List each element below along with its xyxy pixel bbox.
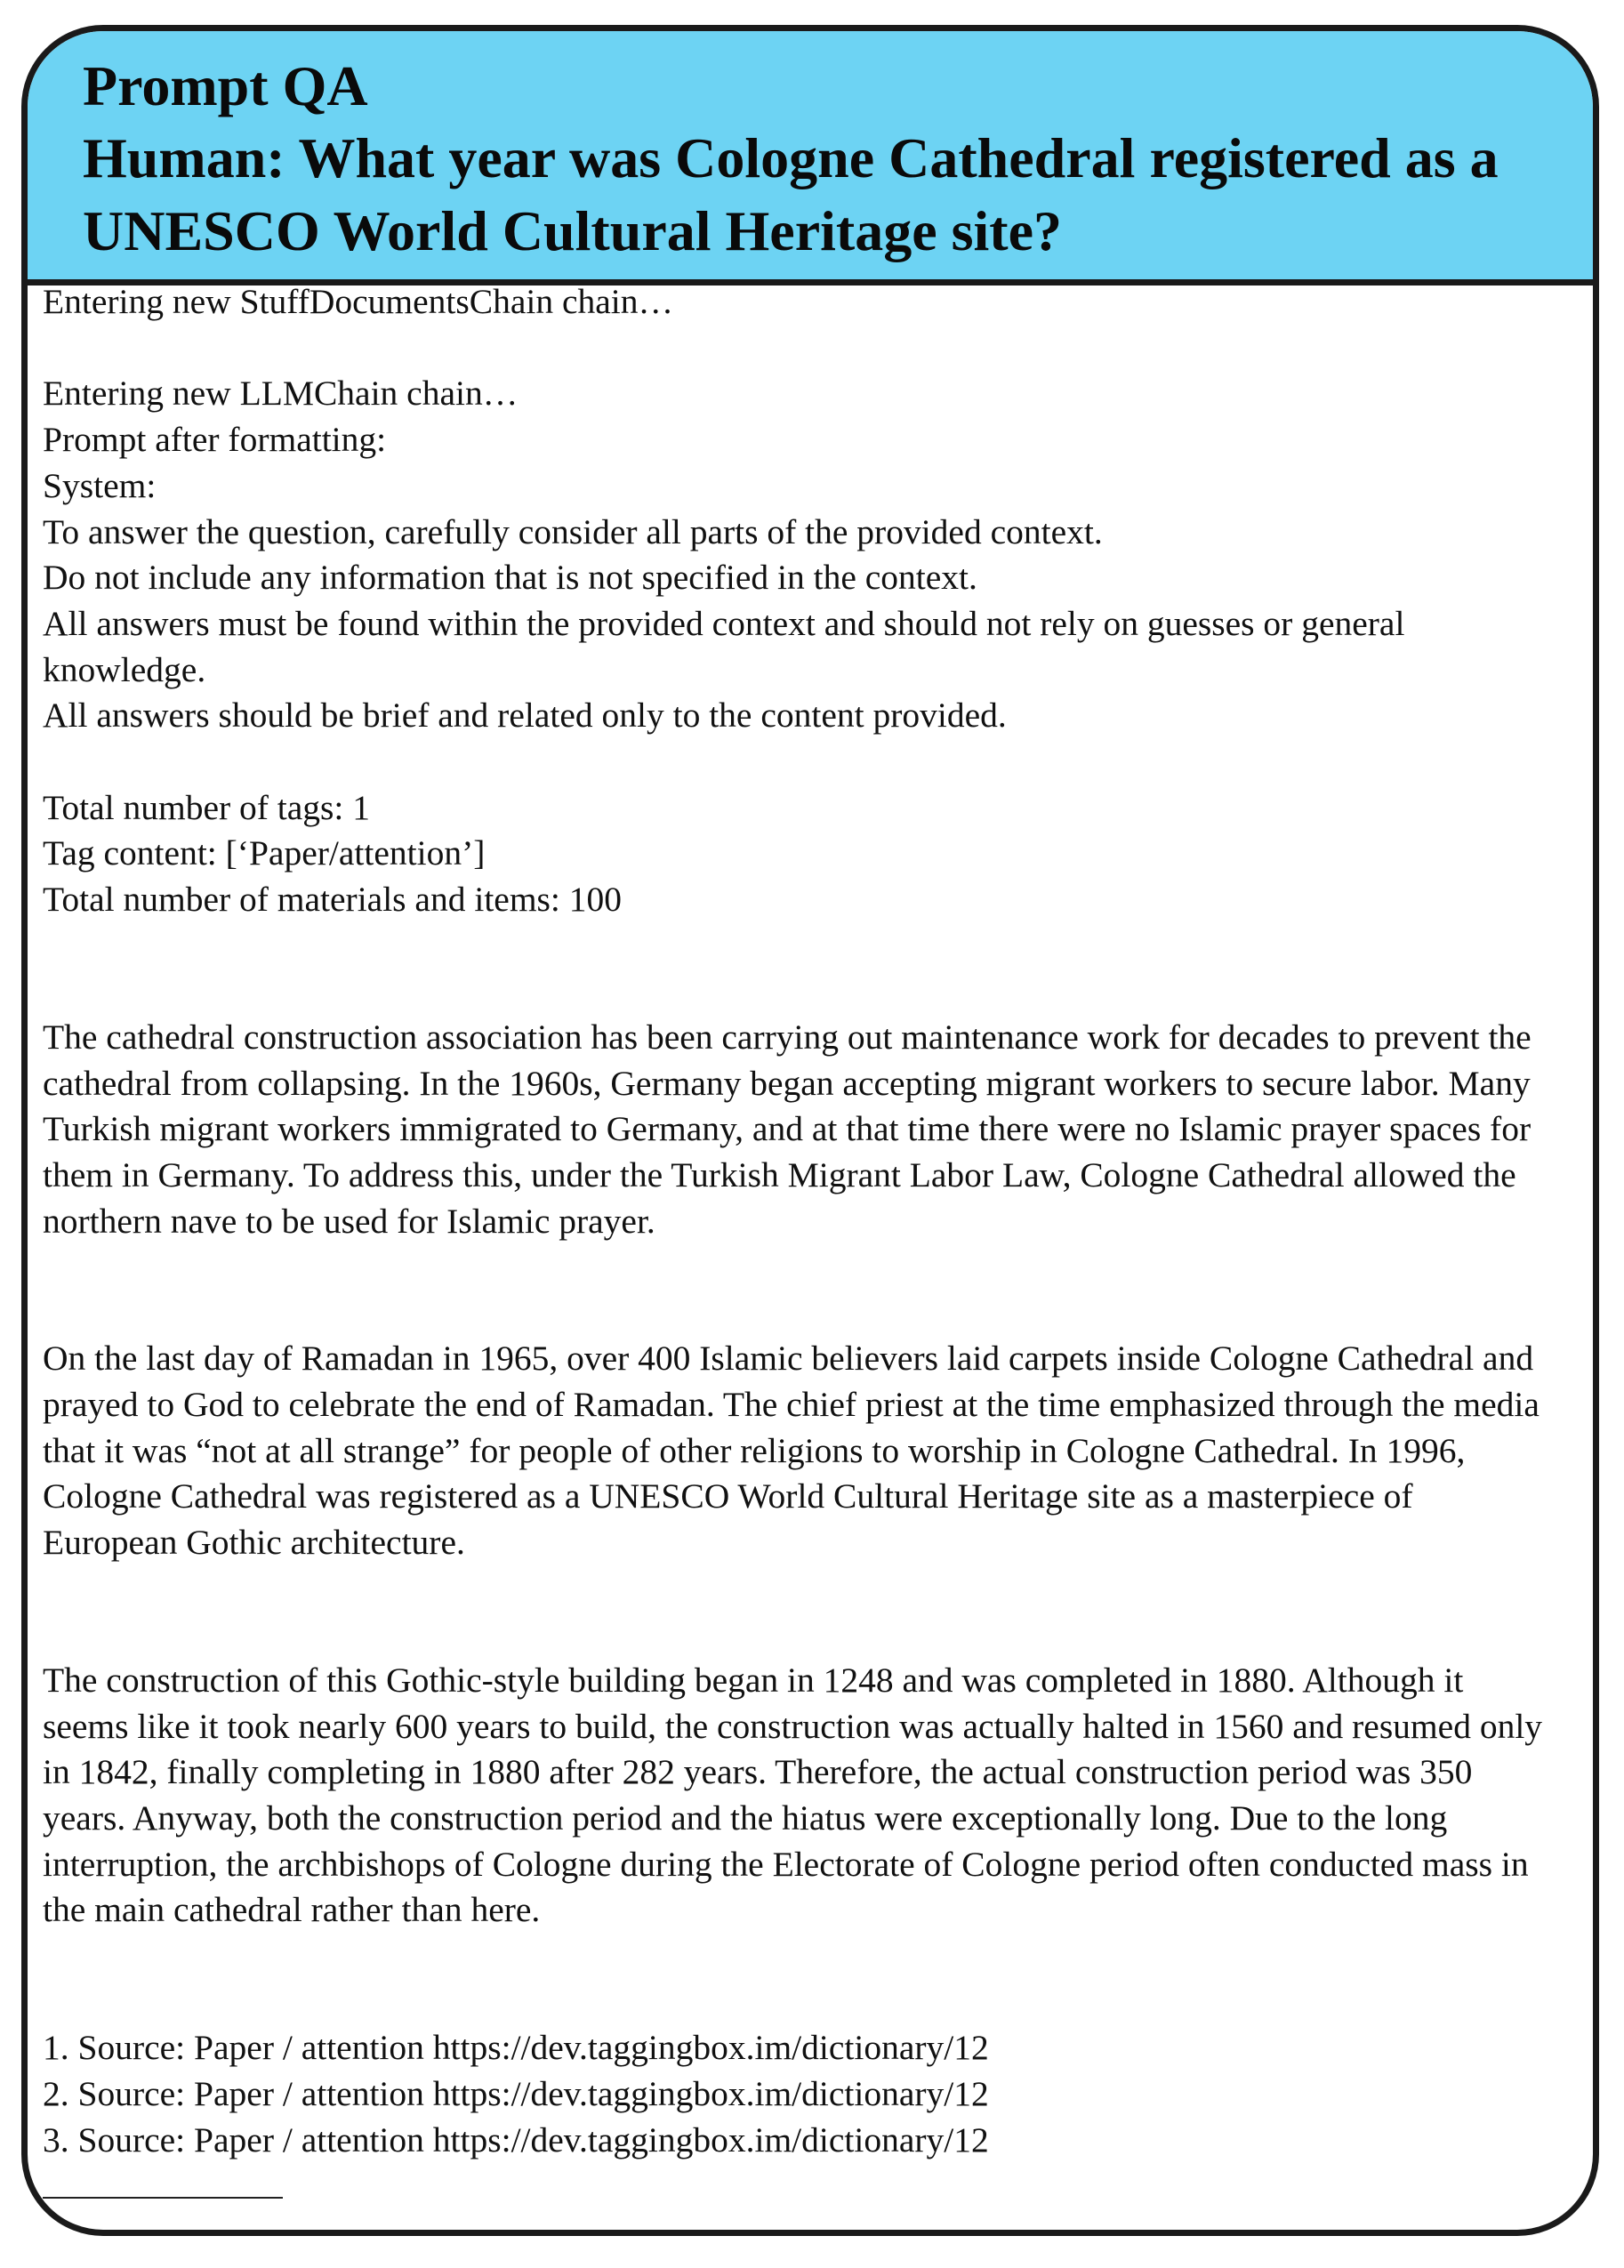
spacer [43,326,1546,372]
spacer [43,1244,1546,1336]
log-line-entering-llm-chain: Entering new LLMChain chain… [43,374,519,414]
meta-tag-content: Tag content: [‘Paper/attention’] [43,833,486,873]
system-instruction: All answers should be brief and related only to the content provided. [43,696,1007,736]
context-paragraph: The construction of this Gothic-style building began in 1248 and was completed in 1880. Although it seems like it took nearly 600 years to build, the construction was actually halted in 1560 and resumed only in 1842, finally completing in 1880 after 282 years. Therefore, the actual construction period was 350 years. Anyway, both the construction period and the hiatus were exceptionally long. Due to the long interruption, the archbishops of Cologne during the Electorate of Cologne period often conducted mass in the main cathedral rather than here. [43,1660,1543,1930]
log-line-system-label: System: [43,465,157,505]
card-title: Prompt QA [83,54,368,117]
spacer [43,1934,1546,2025]
source-line: 3. Source: Paper / attention https://dev.taggingbox.im/dictionary/12 [43,2119,989,2159]
spacer [43,739,1546,785]
spacer [43,1566,1546,1658]
footnote-divider [43,2197,283,2199]
meta-total-materials: Total number of materials and items: 100 [43,880,623,920]
source-line: 2. Source: Paper / attention https://dev.taggingbox.im/dictionary/12 [43,2073,989,2113]
system-instruction: Do not include any information that is not specified in the context. [43,558,977,598]
system-instruction: All answers must be found within the provided context and should not rely on guesses or general knowledge. [43,603,1405,689]
context-paragraph: The cathedral construction association has been carrying out maintenance work for decades to prevent the cathedral from collapsing. In the 1960s, Germany began accepting migrant workers to secure labor. Many Turkish migrant workers immigrated to Germany, and at that time there were no Islamic prayer spaces for them in Germany. To address this, under the Turkish Migrant Labor Law, Cologne Cathedral allowed the northern nave to be used for Islamic prayer. [43,1017,1532,1241]
log-line-prompt-after-formatting: Prompt after formatting: [43,420,387,460]
source-line: 1. Source: Paper / attention https://dev.taggingbox.im/dictionary/12 [43,2028,989,2068]
system-instruction: To answer the question, carefully consider all parts of the provided context. [43,511,1103,551]
card-header [28,31,1593,286]
spacer [43,923,1546,1015]
chain-log [43,279,1546,2163]
log-line-entering-stuff-chain: Entering new StuffDocumentsChain chain… [43,282,674,321]
human-question: Human: What year was Cologne Cathedral registered as a UNESCO World Cultural Heritage site? [83,126,1499,262]
context-paragraph: On the last day of Ramadan in 1965, over 400 Islamic believers laid carpets inside Cologne Cathedral and prayed to God to celebrate the end of Ramadan. The chief priest at the time emphasized through the media that it was “not at all strange” for people of other religions to worship in Cologne Cathedral. In 1996, Cologne Cathedral was registered as a UNESCO World Cultural Heritage site as a masterpiece of European Gothic architecture. [43,1339,1540,1563]
meta-total-tags: Total number of tags: 1 [43,787,371,827]
